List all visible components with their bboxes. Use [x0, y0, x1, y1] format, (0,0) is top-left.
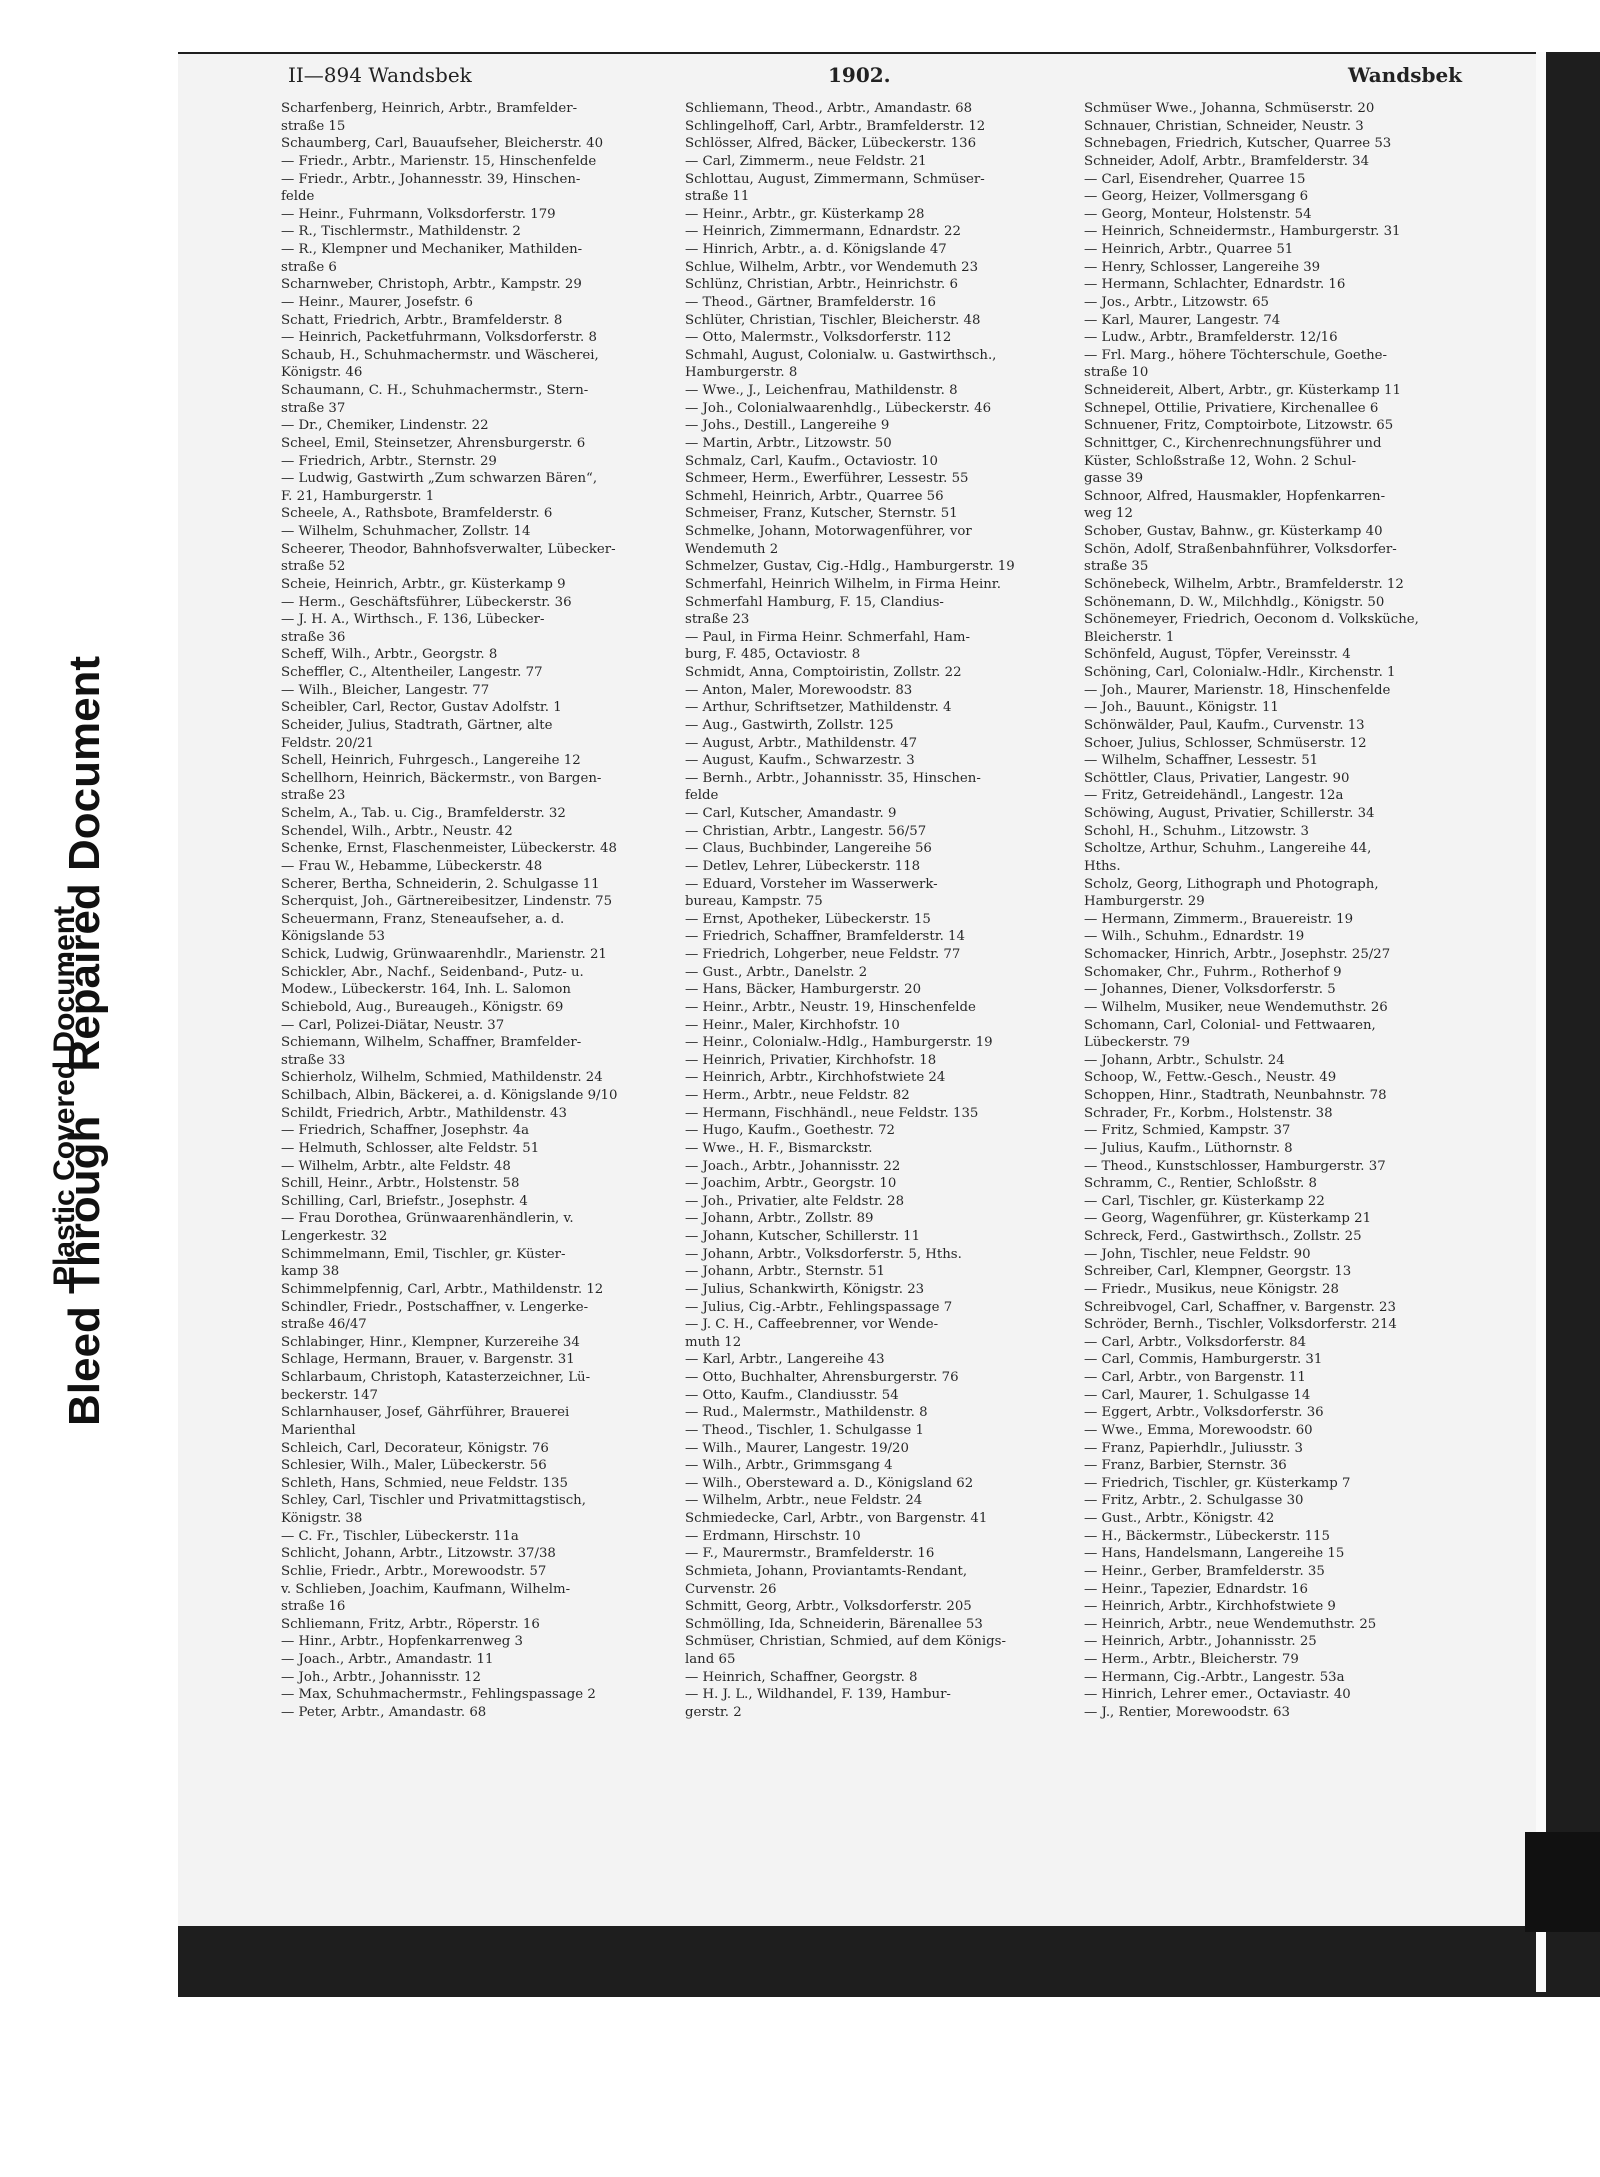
directory-entry-line: — Friedrich, Schaffner, Josephstr. 4a — [281, 1123, 530, 1139]
directory-entry-line: Wendemuth 2 — [685, 541, 779, 557]
directory-entry-line: — Hermann, Schlachter, Ednardstr. 16 — [1084, 277, 1346, 293]
directory-entry-line: — Gust., Arbtr., Danelstr. 2 — [685, 964, 868, 980]
directory-entry-line: Schendel, Wilh., Arbtr., Neustr. 42 — [281, 823, 513, 839]
directory-entry-line: — Claus, Buchbinder, Langereihe 56 — [685, 841, 932, 857]
directory-entry-line: — Otto, Malermstr., Volksdorferstr. 112 — [685, 330, 952, 346]
directory-entry-line: weg 12 — [1084, 506, 1133, 522]
directory-entry-line: — Joach., Arbtr., Amandastr. 11 — [281, 1652, 494, 1667]
directory-entry-line: Scheff, Wilh., Arbtr., Georgstr. 8 — [281, 647, 498, 663]
directory-entry-line: Scharfenberg, Heinrich, Arbtr., Bramfelder- — [281, 101, 578, 116]
directory-entry-line: — Wilh., Obersteward a. D., Königsland 62 — [685, 1475, 974, 1491]
directory-entry-line: Schneider, Adolf, Arbtr., Bramfelderstr. 34 — [1084, 153, 1370, 169]
directory-entry-line: Schenke, Ernst, Flaschenmeister, Lübeckerstr. 48 — [281, 841, 617, 857]
directory-entry-line: Schnoor, Alfred, Hausmakler, Hopfenkarren- — [1084, 488, 1386, 504]
directory-entry-line: — Joh., Privatier, alte Feldstr. 28 — [685, 1193, 905, 1209]
directory-entry-line: Schlue, Wilhelm, Arbtr., vor Wendemuth 23 — [685, 259, 979, 275]
directory-entry-line: — Karl, Maurer, Langestr. 74 — [1084, 312, 1281, 328]
directory-entry-line: — Wwe., Emma, Morewoodstr. 60 — [1084, 1422, 1313, 1438]
directory-entry-line: Modew., Lübeckerstr. 164, Inh. L. Salomon — [281, 982, 571, 998]
directory-entry-line: — Henry, Schlosser, Langereihe 39 — [1084, 259, 1321, 275]
directory-entry-line: — Hermann, Zimmerm., Brauereistr. 19 — [1084, 911, 1354, 927]
directory-entry-line: straße 15 — [281, 118, 346, 134]
directory-entry-line: — Wwe., H. F., Bismarckstr. — [685, 1140, 873, 1156]
directory-entry-line: — Anton, Maler, Morewoodstr. 83 — [685, 682, 913, 698]
directory-entry-line: Schohl, H., Schuhm., Litzowstr. 3 — [1084, 823, 1310, 839]
directory-entry-line: — Heinrich, Arbtr., Kirchhofstwiete 9 — [1084, 1599, 1336, 1615]
directory-entry-line: gerstr. 2 — [685, 1704, 742, 1720]
directory-entry-line: Lengerkestr. 32 — [281, 1229, 388, 1244]
directory-entry-line: Hamburgerstr. 8 — [685, 365, 798, 381]
directory-entry-line: — Friedr., Arbtr., Johannesstr. 39, Hinschen- — [281, 171, 581, 187]
directory-entry-line: Schlünz, Christian, Arbtr., Heinrichstr. 6 — [685, 277, 958, 293]
directory-entry-line: muth 12 — [685, 1334, 742, 1350]
directory-entry-line: Schramm, C., Rentier, Schloßstr. 8 — [1084, 1176, 1317, 1192]
directory-entry-line: — Herm., Arbtr., neue Feldstr. 82 — [685, 1088, 910, 1103]
directory-entry-line: — Carl, Polizei-Diätar, Neustr. 37 — [281, 1017, 505, 1033]
directory-entry-line: — Wilh., Maurer, Langestr. 19/20 — [685, 1440, 909, 1456]
directory-entry-line: Königstr. 38 — [281, 1511, 363, 1526]
directory-entry-line: Schmüser, Christian, Schmied, auf dem Königs- — [685, 1634, 1006, 1650]
directory-entry-line: — Otto, Buchhalter, Ahrensburgerstr. 76 — [685, 1370, 959, 1385]
directory-entry-line: Schmelzer, Gustav, Cig.-Hdlg., Hamburgerstr. 19 — [685, 559, 1015, 575]
directory-entry-line: — Rud., Malermstr., Mathildenstr. 8 — [685, 1405, 928, 1421]
directory-entry-line: Schönwälder, Paul, Kaufm., Curvenstr. 13 — [1084, 717, 1365, 733]
header-year: 1902. — [828, 63, 891, 87]
directory-entry-line: — Heinr., Arbtr., gr. Küsterkamp 28 — [685, 206, 925, 222]
directory-entry-line: straße 10 — [1084, 365, 1149, 381]
directory-entry-line: — Carl, Kutscher, Amandastr. 9 — [685, 806, 897, 821]
directory-entry-line: bureau, Kampstr. 75 — [685, 894, 823, 910]
directory-entry-line: Schönemeyer, Friedrich, Oeconom d. Volksküche, — [1084, 612, 1419, 628]
directory-entry-line: — Dr., Chemiker, Lindenstr. 22 — [281, 418, 489, 434]
directory-entry-line: — Herm., Geschäftsführer, Lübeckerstr. 36 — [281, 594, 572, 610]
condition-labels — [30, 442, 160, 1432]
directory-entry-line: — Theod., Tischler, 1. Schulgasse 1 — [685, 1422, 924, 1438]
directory-entry-line: — Wilh., Schuhm., Ednardstr. 19 — [1084, 929, 1305, 945]
directory-entry-line: Schildt, Friedrich, Arbtr., Mathildenstr. 43 — [281, 1105, 567, 1121]
directory-entry-line: — Otto, Kaufm., Clandiusstr. 54 — [685, 1387, 899, 1403]
directory-entry-line: Schön, Adolf, Straßenbahnführer, Volksdorfer- — [1084, 541, 1397, 557]
directory-entry-line: Schober, Gustav, Bahnw., gr. Küsterkamp 40 — [1084, 524, 1383, 539]
directory-entry-line: Schröder, Bernh., Tischler, Volksdorferstr. 214 — [1084, 1317, 1397, 1333]
directory-entry-line: — Ludwig, Gastwirth „Zum schwarzen Bären“, — [281, 471, 598, 487]
directory-entry-line: — Joh., Arbtr., Johannisstr. 12 — [281, 1669, 481, 1685]
directory-entry-line: — Wilh., Bleicher, Langestr. 77 — [281, 682, 490, 698]
directory-entry-line: — Joach., Arbtr., Johannisstr. 22 — [685, 1158, 901, 1174]
directory-entry-line: — Wilhelm, Arbtr., alte Feldstr. 48 — [281, 1158, 511, 1174]
directory-entry-line: Schiemann, Wilhelm, Schaffner, Bramfelder- — [281, 1035, 582, 1051]
directory-entry-line: Schlabinger, Hinr., Klempner, Kurzereihe 34 — [281, 1334, 580, 1350]
directory-entry-line: — Joh., Colonialwaarenhdlg., Lübeckerstr. 46 — [685, 400, 992, 416]
directory-entry-line: — Friedrich, Schaffner, Bramfelderstr. 14 — [685, 929, 965, 945]
directory-entry-line: — F., Maurermstr., Bramfelderstr. 16 — [685, 1546, 935, 1562]
directory-entry-line: Schmerfahl Hamburg, F. 15, Clandius- — [685, 594, 944, 610]
directory-entry-line: kamp 38 — [281, 1264, 340, 1280]
directory-entry-line: Schiebold, Aug., Bureaugeh., Königstr. 69 — [281, 999, 564, 1015]
directory-entry-line: Schlie, Friedr., Arbtr., Morewoodstr. 57 — [281, 1563, 547, 1579]
directory-entry-line: Königstr. 46 — [281, 365, 363, 381]
directory-entry-line: Schlösser, Alfred, Bäcker, Lübeckerstr. 136 — [685, 136, 977, 152]
directory-entry-line: — Heinrich, Schneidermstr., Hamburgerstr. 31 — [1084, 224, 1401, 240]
directory-entry-line: — Wilh., Arbtr., Grimmsgang 4 — [685, 1458, 893, 1474]
directory-entry-line: Schlottau, August, Zimmermann, Schmüser- — [685, 171, 985, 187]
plastic-covered-label: Plastic Covered Document — [48, 905, 81, 1286]
directory-entry-line: Schlarnhauser, Josef, Gährführer, Brauerei — [281, 1405, 570, 1421]
directory-entry-line: — Hinr., Arbtr., Hopfenkarrenweg 3 — [281, 1634, 523, 1650]
directory-entry-line: — Johann, Arbtr., Volksdorferstr. 5, Hths. — [685, 1246, 962, 1262]
directory-entry-line: — Georg, Wagenführer, gr. Küsterkamp 21 — [1084, 1211, 1372, 1227]
header-city: Wandsbek — [1348, 63, 1463, 87]
directory-entry-line: — R., Klempner und Mechaniker, Mathilden- — [281, 242, 583, 257]
directory-entry-line: Schöttler, Claus, Privatier, Langestr. 90 — [1084, 770, 1350, 786]
directory-entry-line: Schierholz, Wilhelm, Schmied, Mathildenstr. 24 — [281, 1070, 603, 1086]
directory-entry-line: Schickler, Abr., Nachf., Seidenband-, Putz- u. — [281, 964, 584, 980]
directory-entry-line: land 65 — [685, 1652, 736, 1667]
directory-entry-line: Schilling, Carl, Briefstr., Josephstr. 4 — [281, 1193, 528, 1209]
directory-entry-line: — Hermann, Cig.-Arbtr., Langestr. 53a — [1084, 1669, 1345, 1685]
directory-entry-line: — Hinrich, Arbtr., a. d. Königslande 47 — [685, 242, 947, 257]
directory-entry-line: Schmeiser, Franz, Kutscher, Sternstr. 51 — [685, 506, 958, 522]
directory-entry-line: — Fritz, Schmied, Kampstr. 37 — [1084, 1123, 1291, 1139]
directory-entry-line: Schatt, Friedrich, Arbtr., Bramfelderstr. 8 — [281, 312, 563, 328]
directory-entry-line: Schnepel, Ottilie, Privatiere, Kirchenallee 6 — [1084, 400, 1379, 416]
directory-entry-line: — Heinr., Maurer, Josefstr. 6 — [281, 294, 473, 310]
directory-entry-line: Scherquist, Joh., Gärtnereibesitzer, Lindenstr. 75 — [281, 894, 613, 910]
repaired-document-label: Repaired Document — [60, 655, 109, 1072]
directory-entry-line: — Theod., Gärtner, Bramfelderstr. 16 — [685, 294, 936, 310]
directory-entry-line: — Christian, Arbtr., Langestr. 56/57 — [685, 823, 927, 839]
directory-entry-line: Scherer, Bertha, Schneiderin, 2. Schulgasse 11 — [281, 876, 600, 892]
directory-entry-line: — Georg, Heizer, Vollmersgang 6 — [1084, 189, 1309, 205]
directory-entry-line: — Frl. Marg., höhere Töchterschule, Goethe- — [1084, 347, 1388, 363]
directory-entry-line: — Fritz, Getreidehändl., Langestr. 12a — [1084, 788, 1344, 804]
directory-entry-line: Schmelke, Johann, Motorwagenführer, vor — [685, 524, 972, 539]
directory-entry-line: — Ernst, Apotheker, Lübeckerstr. 15 — [685, 911, 931, 927]
directory-entry-line: — Johann, Arbtr., Sternstr. 51 — [685, 1264, 885, 1280]
directory-entry-line: — Hugo, Kaufm., Goethestr. 72 — [685, 1123, 895, 1139]
directory-entry-line: Schrader, Fr., Korbm., Holstenstr. 38 — [1084, 1105, 1333, 1121]
directory-column-2 — [685, 100, 1085, 1722]
directory-entry-line: — Carl, Tischler, gr. Küsterkamp 22 — [1084, 1193, 1325, 1209]
directory-entry-line: Scheerer, Theodor, Bahnhofsverwalter, Lübecker- — [281, 541, 616, 557]
directory-entry-line: — Bernh., Arbtr., Johannisstr. 35, Hinschen- — [685, 770, 981, 786]
directory-entry-line: Lübeckerstr. 79 — [1084, 1035, 1190, 1051]
directory-entry-line: — Carl, Arbtr., Volksdorferstr. 84 — [1084, 1334, 1307, 1350]
directory-entry-line: — Heinrich, Arbtr., Quarree 51 — [1084, 242, 1294, 257]
directory-entry-line: Schneidereit, Albert, Arbtr., gr. Küsterkamp 11 — [1084, 383, 1401, 398]
directory-entry-line: Schreibvogel, Carl, Schaffner, v. Bargenstr. 23 — [1084, 1299, 1396, 1315]
directory-entry-line: — Hermann, Fischhändl., neue Feldstr. 135 — [685, 1105, 979, 1121]
directory-entry-line: — Joachim, Arbtr., Georgstr. 10 — [685, 1176, 897, 1192]
directory-entry-line: — Friedrich, Arbtr., Sternstr. 29 — [281, 453, 497, 469]
directory-entry-line: — Arthur, Schriftsetzer, Mathildenstr. 4 — [685, 700, 952, 716]
directory-entry-line: Bleicherstr. 1 — [1084, 629, 1175, 645]
directory-entry-line: — J., Rentier, Morewoodstr. 63 — [1084, 1704, 1290, 1720]
directory-entry-line: — Julius, Schankwirth, Königstr. 23 — [685, 1281, 925, 1297]
directory-entry-line: straße 23 — [281, 788, 346, 804]
directory-entry-line: Schlüter, Christian, Tischler, Bleicherstr. 48 — [685, 312, 981, 328]
directory-entry-line: Schaumann, C. H., Schuhmachermstr., Stern- — [281, 383, 589, 398]
directory-entry-line: — Johs., Destill., Langereihe 9 — [685, 418, 890, 434]
directory-entry-line: Schöwing, August, Privatier, Schillerstr. 34 — [1084, 806, 1375, 821]
directory-entry-line: Schilbach, Albin, Bäckerei, a. d. Königslande 9/10 — [281, 1088, 618, 1103]
directory-entry-line: Schindler, Friedr., Postschaffner, v. Lengerke- — [281, 1299, 589, 1315]
page-edge — [1536, 52, 1546, 1992]
directory-entry-line: — Heinr., Fuhrmann, Volksdorferstr. 179 — [281, 206, 556, 222]
directory-entry-line: Schelm, A., Tab. u. Cig., Bramfelderstr. 32 — [281, 806, 566, 821]
directory-entry-line: Schimmelpfennig, Carl, Arbtr., Mathildenstr. 12 — [281, 1281, 604, 1297]
directory-entry-line: — Detlev, Lehrer, Lübeckerstr. 118 — [685, 858, 921, 874]
directory-entry-line: — Gust., Arbtr., Königstr. 42 — [1084, 1511, 1275, 1526]
directory-entry-line: Schnuener, Fritz, Comptoirbote, Litzowstr. 65 — [1084, 418, 1394, 434]
directory-entry-line: — John, Tischler, neue Feldstr. 90 — [1084, 1246, 1311, 1262]
directory-entry-line: — Franz, Papierhdlr., Juliusstr. 3 — [1084, 1440, 1303, 1456]
directory-entry-line: — Ludw., Arbtr., Bramfelderstr. 12/16 — [1084, 330, 1338, 346]
directory-entry-line: — Julius, Cig.-Arbtr., Fehlingspassage 7 — [685, 1299, 953, 1315]
directory-entry-line: — Friedr., Arbtr., Marienstr. 15, Hinschenfelde — [281, 153, 597, 169]
directory-entry-line: — H. J. L., Wildhandel, F. 139, Hambur- — [685, 1687, 951, 1703]
directory-entry-line: — Hans, Handelsmann, Langereihe 15 — [1084, 1546, 1345, 1562]
directory-entry-line: Curvenstr. 26 — [685, 1581, 777, 1597]
directory-entry-line: — Martin, Arbtr., Litzowstr. 50 — [685, 435, 892, 451]
directory-entry-line: straße 11 — [685, 189, 750, 205]
directory-entry-line: Schick, Ludwig, Grünwaarenhdlr., Marienstr. 21 — [281, 947, 607, 962]
directory-entry-line: — J. C. H., Caffeebrenner, vor Wende- — [685, 1317, 939, 1333]
directory-entry-line: Schoer, Julius, Schlosser, Schmüserstr. 12 — [1084, 735, 1367, 751]
directory-entry-line: — Heinrich, Zimmermann, Ednardstr. 22 — [685, 224, 961, 240]
directory-entry-line: — Helmuth, Schlosser, alte Feldstr. 51 — [281, 1140, 540, 1156]
directory-entry-line: — Paul, in Firma Heinr. Schmerfahl, Ham- — [685, 629, 971, 645]
directory-entry-line: Schoop, W., Fettw.-Gesch., Neustr. 49 — [1084, 1070, 1337, 1086]
directory-entry-line: Schomaker, Chr., Fuhrm., Rotherhof 9 — [1084, 964, 1342, 980]
directory-entry-line: Schliemann, Fritz, Arbtr., Röperstr. 16 — [281, 1616, 540, 1632]
directory-entry-line: — Wilhelm, Musiker, neue Wendemuthstr. 26 — [1084, 999, 1388, 1015]
directory-entry-line: — Wilhelm, Schuhmacher, Zollstr. 14 — [281, 524, 531, 539]
directory-entry-line: — Georg, Monteur, Holstenstr. 54 — [1084, 206, 1312, 222]
directory-entry-line: — Johann, Kutscher, Schillerstr. 11 — [685, 1229, 921, 1244]
directory-entry-line: — J. H. A., Wirthsch., F. 136, Lübecker- — [281, 612, 545, 628]
directory-entry-line: — Heinrich, Arbtr., Johannisstr. 25 — [1084, 1634, 1317, 1650]
directory-entry-line: — Heinr., Colonialw.-Hdlg., Hamburgerstr. 19 — [685, 1035, 993, 1051]
directory-entry-line: Scharnweber, Christoph, Arbtr., Kampstr. 29 — [281, 277, 582, 293]
directory-entry-line: — Heinr., Maler, Kirchhofstr. 10 — [685, 1017, 900, 1033]
directory-entry-line: — H., Bäckermstr., Lübeckerstr. 115 — [1084, 1528, 1330, 1544]
directory-entry-line: Schnauer, Christian, Schneider, Neustr. 3 — [1084, 118, 1364, 134]
bleed-through-label: Bleed Through — [60, 1115, 109, 1426]
directory-entry-line: straße 35 — [1084, 559, 1149, 575]
directory-entry-line: felde — [685, 788, 719, 804]
directory-entry-line: — Erdmann, Hirschstr. 10 — [685, 1528, 861, 1544]
directory-entry-line: felde — [281, 189, 315, 205]
directory-entry-line: Schmidt, Anna, Comptoiristin, Zollstr. 22 — [685, 665, 962, 680]
directory-entry-line: Schmeer, Herm., Ewerführer, Lessestr. 55 — [685, 471, 969, 487]
directory-entry-line: Schimmelmann, Emil, Tischler, gr. Küster- — [281, 1246, 566, 1262]
directory-entry-line: Scheele, A., Rathsbote, Bramfelderstr. 6 — [281, 506, 553, 522]
directory-entry-line: — Karl, Arbtr., Langereihe 43 — [685, 1352, 885, 1368]
directory-entry-line: Scheider, Julius, Stadtrath, Gärtner, alte — [281, 717, 553, 733]
directory-column-3 — [1084, 100, 1484, 1722]
directory-entry-line: Feldstr. 20/21 — [281, 735, 374, 751]
directory-entry-line: Schleth, Hans, Schmied, neue Feldstr. 135 — [281, 1475, 568, 1491]
directory-entry-line: Schönfeld, August, Töpfer, Vereinsstr. 4 — [1084, 647, 1351, 663]
binding-tab — [1525, 1832, 1600, 1932]
directory-entry-line: — Johann, Arbtr., Zollstr. 89 — [685, 1211, 874, 1227]
directory-entry-line: — Frau W., Hebamme, Lübeckerstr. 48 — [281, 858, 543, 874]
directory-entry-line: Schmiedecke, Carl, Arbtr., von Bargenstr. 41 — [685, 1511, 988, 1526]
directory-entry-line: Schaumberg, Carl, Bauaufseher, Bleicherstr. 40 — [281, 136, 604, 152]
directory-entry-line: — Max, Schuhmachermstr., Fehlingspassage 2 — [281, 1687, 596, 1703]
directory-entry-line: — Franz, Barbier, Sternstr. 36 — [1084, 1458, 1287, 1474]
directory-entry-line: — Friedrich, Lohgerber, neue Feldstr. 77 — [685, 947, 961, 962]
directory-entry-line: — Wwe., J., Leichenfrau, Mathildenstr. 8 — [685, 383, 958, 398]
directory-entry-line: Schöning, Carl, Colonialw.-Hdlr., Kirchenstr. 1 — [1084, 665, 1396, 680]
directory-entry-line: Küster, Schloßstraße 12, Wohn. 2 Schul- — [1084, 453, 1357, 469]
directory-entry-line: Marienthal — [281, 1422, 356, 1438]
directory-entry-line: — Friedr., Musikus, neue Königstr. 28 — [1084, 1281, 1339, 1297]
directory-entry-line: Schellhorn, Heinrich, Bäckermstr., von Bargen- — [281, 770, 602, 786]
side-label-panel — [0, 52, 178, 1997]
directory-entry-line: gasse 39 — [1084, 471, 1144, 487]
directory-entry-line: Schomacker, Hinrich, Arbtr., Josephstr. 25/27 — [1084, 947, 1391, 962]
directory-entry-line: straße 23 — [685, 612, 750, 628]
directory-entry-line: Schaub, H., Schuhmachermstr. und Wäscherei, — [281, 347, 599, 363]
directory-entry-line: Schomann, Carl, Colonial- und Fettwaaren, — [1084, 1017, 1376, 1033]
directory-entry-line: Schmehl, Heinrich, Arbtr., Quarree 56 — [685, 488, 944, 504]
directory-entry-line: — Herm., Arbtr., Bleicherstr. 79 — [1084, 1652, 1299, 1667]
directory-entry-line: — Wilhelm, Schaffner, Lessestr. 51 — [1084, 753, 1319, 769]
directory-entry-line: — Jos., Arbtr., Litzowstr. 65 — [1084, 294, 1270, 310]
directory-entry-line: Schmalz, Carl, Kaufm., Octaviostr. 10 — [685, 453, 938, 469]
directory-entry-line: — Hinrich, Lehrer emer., Octaviastr. 40 — [1084, 1687, 1351, 1703]
directory-entry-line: Schlingelhoff, Carl, Arbtr., Bramfelderstr. 12 — [685, 118, 986, 134]
directory-entry-line: Schlage, Hermann, Brauer, v. Bargenstr. 31 — [281, 1352, 575, 1368]
directory-entry-line: — Frau Dorothea, Grünwaarenhändlerin, v. — [281, 1211, 574, 1227]
directory-entry-line: Hths. — [1084, 858, 1121, 874]
directory-entry-line: v. Schlieben, Joachim, Kaufmann, Wilhelm- — [281, 1581, 571, 1597]
directory-entry-line: — Johann, Arbtr., Schulstr. 24 — [1084, 1052, 1285, 1068]
directory-entry-line: — Carl, Maurer, 1. Schulgasse 14 — [1084, 1387, 1311, 1403]
directory-entry-line: — Johannes, Diener, Volksdorferstr. 5 — [1084, 982, 1336, 998]
directory-entry-line: Schoppen, Hinr., Stadtrath, Neunbahnstr. 78 — [1084, 1088, 1387, 1103]
directory-entry-line: — August, Arbtr., Mathildenstr. 47 — [685, 735, 918, 751]
directory-entry-line: — Fritz, Arbtr., 2. Schulgasse 30 — [1084, 1493, 1304, 1509]
directory-page — [178, 54, 1536, 1926]
directory-entry-line: — Heinrich, Arbtr., Kirchhofstwiete 24 — [685, 1070, 946, 1086]
directory-entry-line: Schnebagen, Friedrich, Kutscher, Quarree 53 — [1084, 136, 1392, 152]
directory-entry-line: — Carl, Arbtr., von Bargenstr. 11 — [1084, 1370, 1306, 1385]
directory-entry-line: Schmitt, Georg, Arbtr., Volksdorferstr. 205 — [685, 1599, 972, 1615]
directory-entry-line: — Heinrich, Schaffner, Georgstr. 8 — [685, 1669, 918, 1685]
directory-entry-line: — Julius, Kaufm., Lüthornstr. 8 — [1084, 1140, 1293, 1156]
directory-entry-line: Scheibler, Carl, Rector, Gustav Adolfstr. 1 — [281, 700, 562, 716]
directory-column-1 — [281, 100, 681, 1722]
directory-entry-line: Scheel, Emil, Steinsetzer, Ahrensburgerstr. 6 — [281, 435, 586, 451]
directory-entry-line: Schell, Heinrich, Fuhrgesch., Langereihe 12 — [281, 753, 581, 769]
scan-frame — [0, 52, 1600, 1997]
directory-entry-line: straße 6 — [281, 259, 337, 275]
directory-entry-line: straße 52 — [281, 559, 346, 575]
directory-entry-line: — Aug., Gastwirth, Zollstr. 125 — [685, 717, 894, 733]
directory-entry-line: burg, F. 485, Octaviostr. 8 — [685, 647, 861, 663]
directory-entry-line: — Heinrich, Privatier, Kirchhofstr. 18 — [685, 1052, 937, 1068]
directory-entry-line: F. 21, Hamburgerstr. 1 — [281, 488, 435, 504]
page-header — [288, 60, 1498, 92]
directory-entry-line: Schnittger, C., Kirchenrechnungsführer und — [1084, 435, 1382, 451]
directory-entry-line: Scheie, Heinrich, Arbtr., gr. Küsterkamp 9 — [281, 576, 566, 592]
directory-entry-line: — Heinrich, Packetfuhrmann, Volksdorferstr. 8 — [281, 330, 597, 346]
directory-entry-line: — Peter, Arbtr., Amandastr. 68 — [281, 1704, 487, 1720]
directory-entry-line: Scheffler, C., Altentheiler, Langestr. 77 — [281, 665, 543, 680]
directory-entry-line: straße 36 — [281, 629, 346, 645]
directory-entry-line: Scheuermann, Franz, Steneaufseher, a. d. — [281, 911, 565, 927]
directory-entry-line: — Theod., Kunstschlosser, Hamburgerstr. 37 — [1084, 1158, 1386, 1174]
directory-entry-line: — Carl, Zimmerm., neue Feldstr. 21 — [685, 153, 927, 169]
directory-entry-line: Schill, Heinr., Arbtr., Holstenstr. 58 — [281, 1176, 520, 1192]
directory-entry-line: Schmölling, Ida, Schneiderin, Bärenallee 53 — [685, 1616, 983, 1632]
directory-entry-line: — Joh., Maurer, Marienstr. 18, Hinschenfelde — [1084, 682, 1391, 698]
directory-entry-line: Schönebeck, Wilhelm, Arbtr., Bramfelderstr. 12 — [1084, 576, 1404, 592]
directory-entry-line: — August, Kaufm., Schwarzestr. 3 — [685, 753, 915, 769]
directory-entry-line: — Heinr., Arbtr., Neustr. 19, Hinschenfelde — [685, 999, 976, 1015]
directory-entry-line: Hamburgerstr. 29 — [1084, 894, 1205, 910]
directory-entry-line: Schmahl, August, Colonialw. u. Gastwirthsch., — [685, 347, 997, 363]
directory-entry-line: — Hans, Bäcker, Hamburgerstr. 20 — [685, 982, 922, 998]
directory-entry-line: Schley, Carl, Tischler und Privatmittagstisch, — [281, 1493, 586, 1509]
directory-entry-line: Schönemann, D. W., Milchhdlg., Königstr. 50 — [1084, 594, 1385, 610]
directory-entry-line: straße 33 — [281, 1052, 346, 1068]
directory-entry-line: Schmerfahl, Heinrich Wilhelm, in Firma Heinr. — [685, 576, 1001, 592]
directory-entry-line: Schlarbaum, Christoph, Katasterzeichner, Lü- — [281, 1370, 591, 1385]
directory-entry-line: — Heinrich, Arbtr., neue Wendemuthstr. 25 — [1084, 1616, 1377, 1632]
directory-entry-line: straße 46/47 — [281, 1317, 367, 1333]
directory-entry-line: — Carl, Eisendreher, Quarree 15 — [1084, 171, 1306, 187]
directory-entry-line: — R., Tischlermstr., Mathildenstr. 2 — [281, 224, 521, 240]
directory-entry-line: Schlicht, Johann, Arbtr., Litzowstr. 37/38 — [281, 1546, 556, 1562]
directory-entry-line: straße 37 — [281, 400, 346, 416]
directory-entry-line: Schreck, Ferd., Gastwirthsch., Zollstr. 25 — [1084, 1229, 1362, 1244]
header-page-number: II—894 Wandsbek — [288, 63, 472, 87]
directory-entry-line: Schreiber, Carl, Klempner, Georgstr. 13 — [1084, 1264, 1352, 1280]
directory-entry-line: — Friedrich, Tischler, gr. Küsterkamp 7 — [1084, 1475, 1351, 1491]
directory-entry-line: — C. Fr., Tischler, Lübeckerstr. 11a — [281, 1528, 519, 1544]
directory-entry-line: — Eggert, Arbtr., Volksdorferstr. 36 — [1084, 1405, 1324, 1421]
directory-entry-line: Schliemann, Theod., Arbtr., Amandastr. 68 — [685, 101, 973, 116]
directory-entry-line: Scholtze, Arthur, Schuhm., Langereihe 44, — [1084, 841, 1372, 857]
directory-entry-line: — Joh., Bauunt., Königstr. 11 — [1084, 700, 1279, 716]
directory-entry-line: Schleich, Carl, Decorateur, Königstr. 76 — [281, 1440, 549, 1456]
directory-entry-line: Schlesier, Wilh., Maler, Lübeckerstr. 56 — [281, 1458, 547, 1474]
directory-entry-line: Schmüser Wwe., Johanna, Schmüserstr. 20 — [1084, 101, 1375, 116]
directory-entry-line: — Heinr., Tapezier, Ednardstr. 16 — [1084, 1581, 1309, 1597]
directory-entry-line: Königslande 53 — [281, 929, 386, 945]
directory-entry-line: Scholz, Georg, Lithograph und Photograph, — [1084, 876, 1379, 892]
directory-entry-line: Schmieta, Johann, Proviantamts-Rendant, — [685, 1563, 968, 1579]
directory-entry-line: straße 16 — [281, 1599, 346, 1615]
directory-entry-line: — Carl, Commis, Hamburgerstr. 31 — [1084, 1352, 1323, 1368]
directory-entry-line: — Heinr., Gerber, Bramfelderstr. 35 — [1084, 1563, 1325, 1579]
directory-entry-line: — Wilhelm, Arbtr., neue Feldstr. 24 — [685, 1493, 923, 1509]
directory-entry-line: — Eduard, Vorsteher im Wasserwerk- — [685, 876, 938, 892]
directory-entry-line: beckerstr. 147 — [281, 1387, 379, 1403]
